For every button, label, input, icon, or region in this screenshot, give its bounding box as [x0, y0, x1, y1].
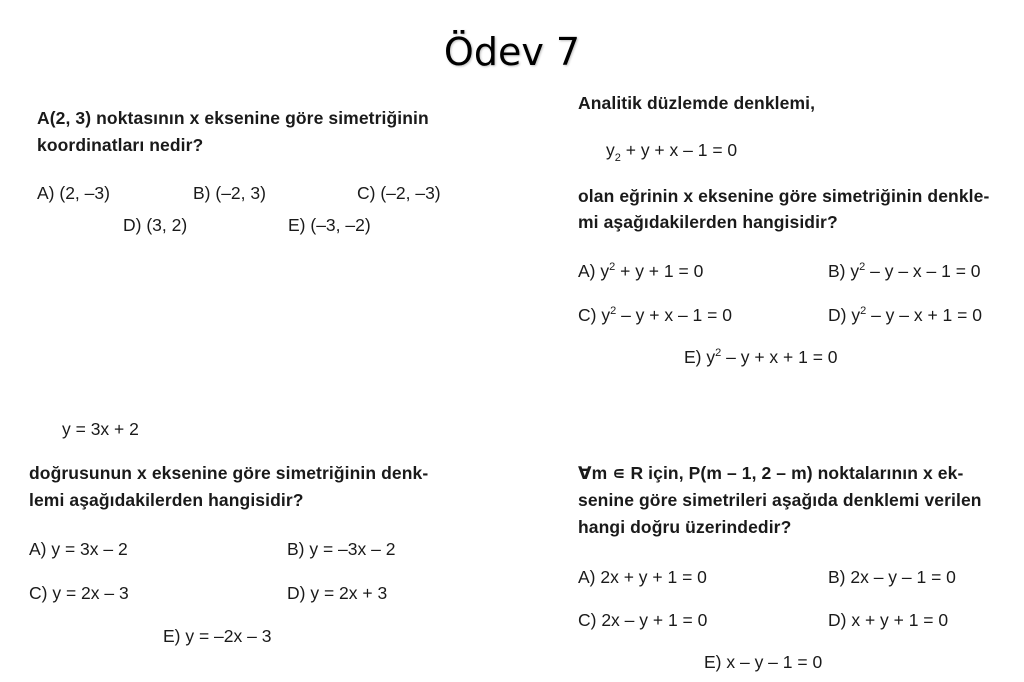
- q2-option-b-label: B) y: [828, 261, 860, 281]
- q2-option-d: [828, 305, 982, 326]
- q4-option-a: A) 2x + y + 1 = 0: [578, 567, 707, 587]
- q2-option-a-exp: 2: [609, 261, 616, 273]
- q3-option-b: B) y = –3x – 2: [287, 539, 396, 559]
- q2-option-d-exp: 2: [860, 305, 867, 317]
- q3-stem-line-2: lemi aşağıdakilerden hangisidir?: [29, 490, 304, 510]
- q3-stem-line-1: doğrusunun x eksenine göre simetriğinin denk-: [29, 463, 429, 483]
- q2-option-b: [828, 261, 981, 282]
- q2-equation: [606, 140, 738, 164]
- q2-option-c-exp: 2: [610, 305, 617, 317]
- q2-option-e-exp: 2: [715, 347, 722, 359]
- q2-option-e-label: E) y: [684, 347, 716, 367]
- q3-option-c: C) y = 2x – 3: [29, 583, 129, 603]
- q4-option-e: E) x – y – 1 = 0: [704, 652, 823, 672]
- q1-option-c: C) (–2, –3): [357, 183, 441, 203]
- q2-option-b-rest: – y – x – 1 = 0: [865, 261, 981, 281]
- q2-option-a: [578, 261, 703, 282]
- q1-option-a: A) (2, –3): [37, 183, 110, 203]
- q4-option-d: D) x + y + 1 = 0: [828, 610, 949, 630]
- q4-option-b: B) 2x – y – 1 = 0: [828, 567, 956, 587]
- q2-intro: Analitik düzlemde denklemi,: [578, 93, 816, 113]
- q4-stem-line-2: senine göre simetrileri aşağıda denklemi verilen: [578, 490, 982, 510]
- q2-option-c-rest: – y + x – 1 = 0: [616, 305, 732, 325]
- q2-option-e-rest: – y + x + 1 = 0: [721, 347, 838, 367]
- q2-equation-subscript: 2: [614, 152, 621, 164]
- q2-option-a-rest: + y + 1 = 0: [615, 261, 704, 281]
- q2-option-d-label: D) y: [828, 305, 861, 325]
- q2-stem-line-2: mi aşağıdakilerden hangisidir?: [578, 212, 838, 232]
- page-title: Ödev 7: [443, 30, 581, 74]
- q2-equation-rest: + y + x – 1 = 0: [620, 140, 738, 160]
- q1-stem-line-1: A(2, 3) noktasının x eksenine göre simetriğinin: [37, 108, 429, 128]
- q2-option-b-exp: 2: [859, 261, 866, 273]
- q2-option-a-label: A) y: [578, 261, 610, 281]
- q3-equation: y = 3x + 2: [62, 419, 139, 439]
- q3-option-a: A) y = 3x – 2: [29, 539, 128, 559]
- q4-stem-line-1: ∀m ∊ R için, P(m – 1, 2 – m) noktalarının x ek-: [578, 463, 964, 483]
- q2-equation-var: y: [606, 140, 615, 160]
- q1-option-d: D) (3, 2): [123, 215, 188, 235]
- q2-stem-line-1: olan eğrinin x eksenine göre simetriğinin denkle-: [578, 186, 990, 206]
- q4-option-c: C) 2x – y + 1 = 0: [578, 610, 708, 630]
- q3-option-e: E) y = –2x – 3: [163, 626, 272, 646]
- q2-option-d-rest: – y – x + 1 = 0: [866, 305, 982, 325]
- q2-option-e: [684, 347, 838, 368]
- q1-option-b: B) (–2, 3): [193, 183, 266, 203]
- q2-option-c: [578, 305, 732, 326]
- q3-option-d: D) y = 2x + 3: [287, 583, 388, 603]
- q4-stem-line-3: hangi doğru üzerindedir?: [578, 517, 792, 537]
- q1-stem-line-2: koordinatları nedir?: [37, 135, 204, 155]
- q1-option-e: E) (–3, –2): [288, 215, 371, 235]
- q2-option-c-label: C) y: [578, 305, 611, 325]
